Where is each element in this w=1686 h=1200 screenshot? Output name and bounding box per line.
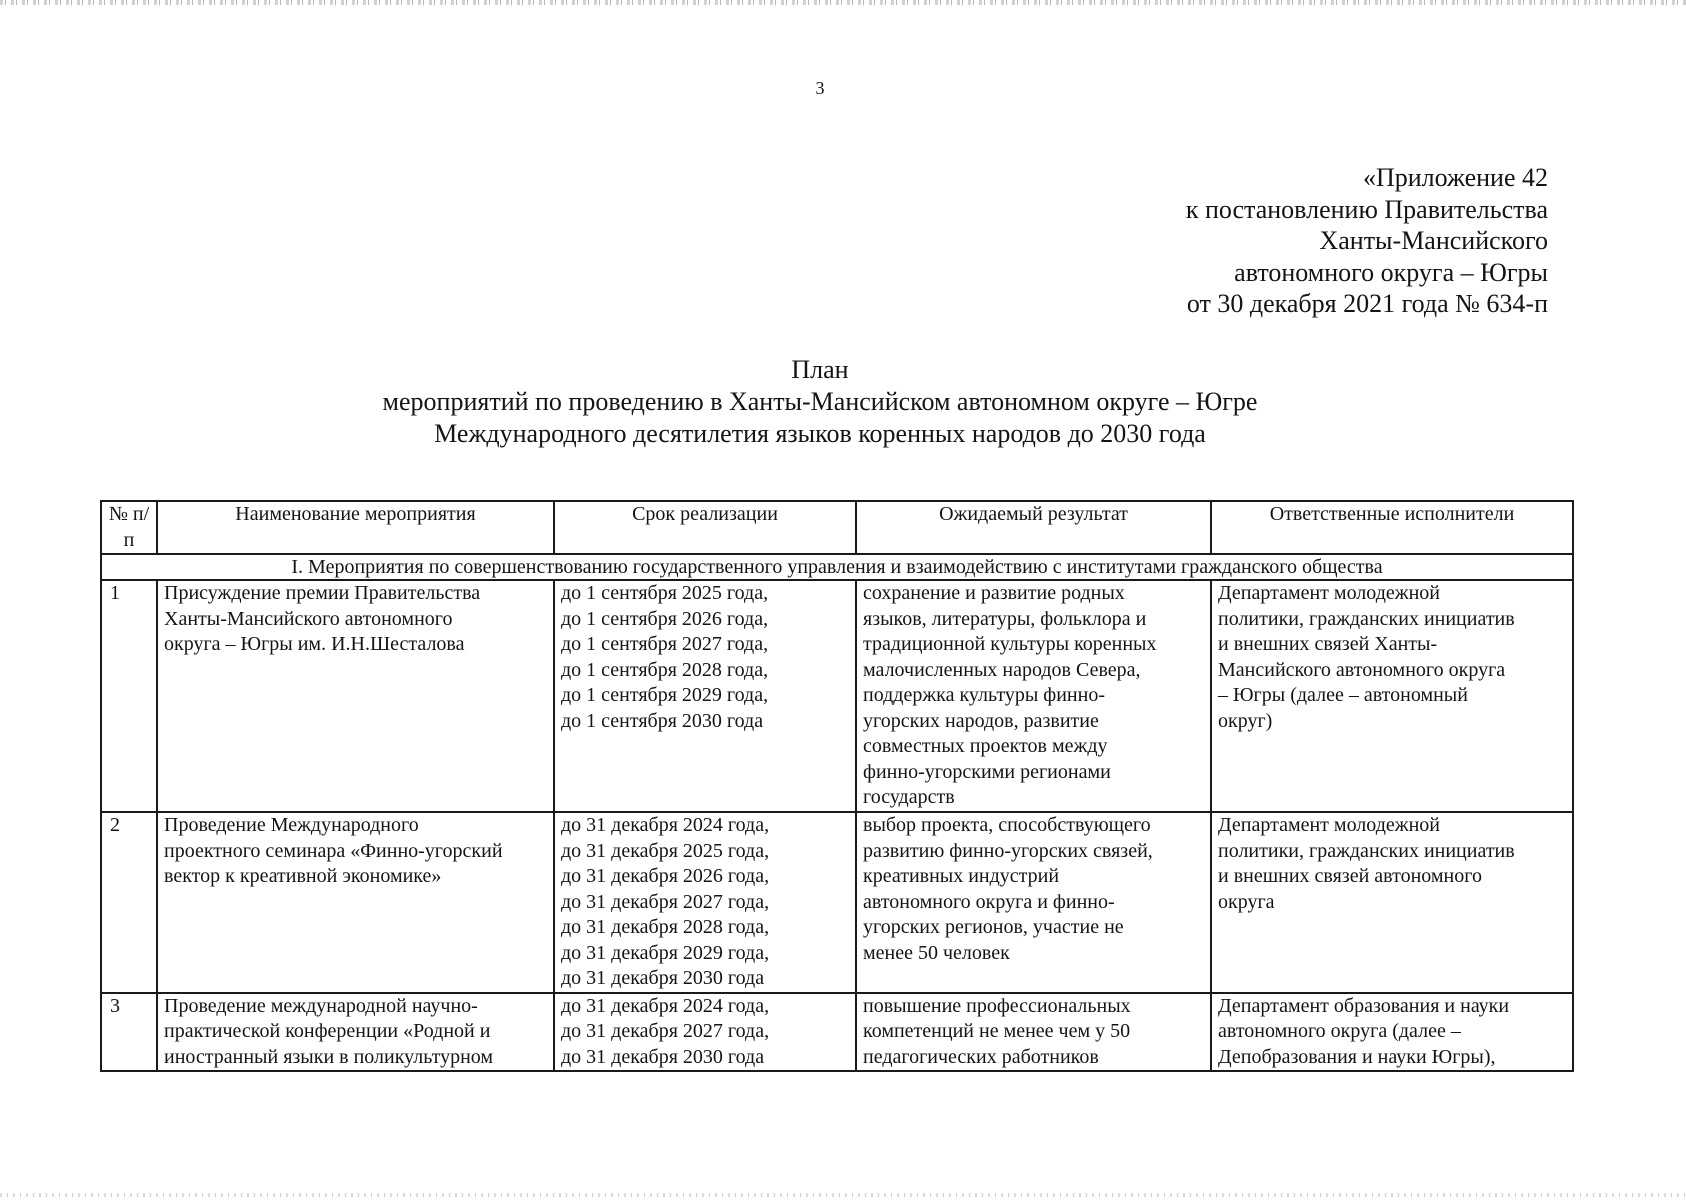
cell-line: до 31 декабря 2027 года, bbox=[561, 890, 770, 913]
table-row bbox=[101, 580, 1573, 812]
cell-line: до 31 декабря 2025 года, bbox=[561, 839, 770, 862]
header-num: № п/п bbox=[101, 501, 157, 554]
row-executors bbox=[1211, 580, 1573, 812]
plan-title-line: План bbox=[791, 355, 849, 384]
cell-line: развитию финно-угорских связей, bbox=[863, 839, 1153, 862]
section-row bbox=[101, 554, 1573, 580]
cell-line: Ханты-Мансийского автономного bbox=[164, 607, 453, 630]
cell-line: до 31 декабря 2027 года, bbox=[561, 1020, 770, 1042]
header-executors: Ответственные исполнители bbox=[1211, 501, 1573, 554]
cell-line: до 31 декабря 2030 года bbox=[561, 1045, 765, 1068]
appendix-line: автономного округа – Югры bbox=[1234, 257, 1548, 287]
cell-line: Мансийского автономного округа bbox=[1218, 658, 1506, 681]
cell-line: округа – Югры им. И.Н.Шесталова bbox=[164, 633, 465, 655]
cell-line: угорских народов, развитие bbox=[863, 709, 1099, 732]
cell-line: округа bbox=[1218, 890, 1275, 913]
cell-line: проектного семинара «Финно-угорский bbox=[164, 839, 503, 862]
cell-line: Департамент молодежной bbox=[1218, 814, 1440, 836]
row-term bbox=[554, 580, 856, 812]
cell-line: педагогических работников bbox=[863, 1045, 1099, 1068]
cell-line: округ) bbox=[1218, 709, 1273, 732]
cell-line: политики, гражданских инициатив bbox=[1218, 839, 1515, 862]
table-header-row bbox=[101, 501, 1573, 554]
row-result bbox=[856, 580, 1211, 812]
appendix-line: к постановлению Правительства bbox=[1185, 194, 1548, 224]
cell-line: до 1 сентября 2027 года, bbox=[561, 633, 769, 655]
cell-line: до 31 декабря 2024 года, bbox=[561, 994, 770, 1017]
cell-line: до 1 сентября 2030 года bbox=[561, 709, 764, 732]
row-name bbox=[157, 993, 554, 1072]
cell-line: угорских регионов, участие не bbox=[863, 916, 1124, 938]
cell-line: и внешних связей автономного bbox=[1218, 865, 1482, 887]
cell-line: Депобразования и науки Югры), bbox=[1218, 1045, 1496, 1068]
cell-line: до 31 декабря 2029 года, bbox=[561, 941, 770, 964]
cell-line: автономного округа (далее – bbox=[1218, 1020, 1461, 1042]
cell-line: государств bbox=[863, 786, 955, 808]
row-term bbox=[554, 993, 856, 1072]
cell-line: компетенций не менее чем у 50 bbox=[863, 1020, 1131, 1042]
cell-line: иностранный языки в поликультурном bbox=[164, 1045, 494, 1068]
row-num: 1 bbox=[101, 580, 157, 812]
cell-line: Присуждение премии Правительства bbox=[164, 582, 481, 604]
section-title: I. Мероприятия по совершенствованию государственного управления и взаимодействию с институтами гражданского общества bbox=[101, 554, 1573, 580]
cell-line: до 1 сентября 2029 года, bbox=[561, 684, 769, 706]
cell-line: политики, гражданских инициатив bbox=[1218, 607, 1515, 630]
cell-line: до 31 декабря 2028 года, bbox=[561, 916, 770, 938]
plan-table bbox=[100, 500, 1574, 1072]
cell-line: Проведение Международного bbox=[164, 814, 419, 836]
cell-line: до 1 сентября 2026 года, bbox=[561, 607, 769, 630]
cell-line: до 1 сентября 2025 года, bbox=[561, 582, 769, 604]
header-result: Ожидаемый результат bbox=[856, 501, 1211, 554]
appendix-reference bbox=[1186, 162, 1548, 320]
cell-line: повышение профессиональных bbox=[863, 994, 1131, 1017]
scan-edge-bottom bbox=[0, 1193, 1686, 1197]
plan-title-line: Международного десятилетия языков коренных народов до 2030 года bbox=[434, 419, 1206, 448]
table-row bbox=[101, 993, 1573, 1072]
header-term: Срок реализации bbox=[554, 501, 856, 554]
row-executors bbox=[1211, 812, 1573, 993]
cell-line: до 31 декабря 2030 года bbox=[561, 967, 765, 989]
cell-line: Департамент образования и науки bbox=[1218, 994, 1510, 1017]
cell-line: совместных проектов между bbox=[863, 735, 1108, 757]
cell-line: менее 50 человек bbox=[863, 941, 1010, 964]
scan-edge-top bbox=[0, 0, 1686, 5]
cell-line: языков, литературы, фольклора и bbox=[863, 607, 1147, 630]
header-name: Наименование мероприятия bbox=[157, 501, 554, 554]
page-number: 3 bbox=[815, 78, 825, 98]
row-executors bbox=[1211, 993, 1573, 1072]
appendix-line: от 30 декабря 2021 года № 634-п bbox=[1186, 289, 1548, 318]
cell-line: до 31 декабря 2026 года, bbox=[561, 865, 770, 887]
cell-line: и внешних связей Ханты- bbox=[1218, 633, 1438, 655]
plan-title bbox=[0, 354, 1640, 450]
appendix-line: «Приложение 42 bbox=[1362, 163, 1548, 192]
row-result bbox=[856, 993, 1211, 1072]
cell-line: вектор к креативной экономике» bbox=[164, 865, 442, 887]
appendix-line: Ханты-Мансийского bbox=[1319, 226, 1548, 255]
cell-line: практической конференции «Родной и bbox=[164, 1020, 491, 1042]
plan-title-line: мероприятий по проведению в Ханты-Мансийском автономном округе – Югре bbox=[382, 387, 1258, 416]
cell-line: автономного округа и финно- bbox=[863, 890, 1115, 913]
table-row bbox=[101, 812, 1573, 993]
cell-line: Департамент молодежной bbox=[1218, 582, 1440, 604]
row-num: 2 bbox=[101, 812, 157, 993]
row-term bbox=[554, 812, 856, 993]
row-result bbox=[856, 812, 1211, 993]
cell-line: до 31 декабря 2024 года, bbox=[561, 814, 770, 836]
row-num: 3 bbox=[101, 993, 157, 1072]
cell-line: традиционной культуры коренных bbox=[863, 633, 1157, 655]
cell-line: финно-угорскими регионами bbox=[863, 760, 1111, 783]
cell-line: – Югры (далее – автономный bbox=[1218, 684, 1468, 706]
cell-line: креативных индустрий bbox=[863, 865, 1060, 887]
cell-line: поддержка культуры финно- bbox=[863, 684, 1106, 706]
row-name bbox=[157, 580, 554, 812]
cell-line: до 1 сентября 2028 года, bbox=[561, 658, 769, 681]
cell-line: малочисленных народов Севера, bbox=[863, 658, 1141, 681]
cell-line: выбор проекта, способствующего bbox=[863, 814, 1151, 836]
cell-line: Проведение международной научно- bbox=[164, 994, 478, 1017]
cell-line: сохранение и развитие родных bbox=[863, 582, 1125, 604]
row-name bbox=[157, 812, 554, 993]
